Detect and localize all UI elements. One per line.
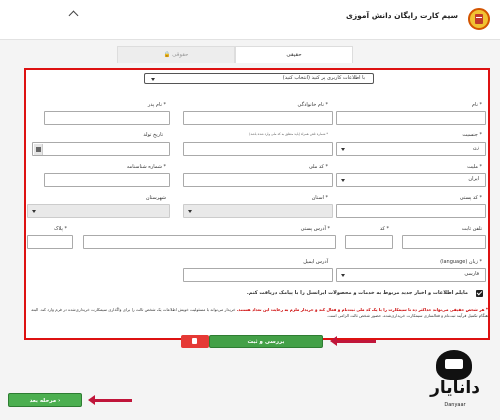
watermark-logo: دانایار Danyaar [416, 350, 494, 412]
next-step-button[interactable]: مرحله بعد › [8, 393, 82, 407]
sms-opt-in-label: مایلم اطلاعات و اخبار جدید مربوط به خدمات و محصولات ایرانسل را با پیامک دریافت کنم. [246, 290, 468, 296]
father-name-input[interactable] [44, 111, 170, 125]
email-label: آدرس ایمیل [303, 259, 328, 265]
person-type-tabs [117, 46, 354, 63]
phone-label: * شماره تلفن همراه (باید متعلق به کد ملی وارد شده باشد) [249, 132, 328, 136]
chevron-down-icon [151, 78, 155, 81]
province-label: * استان [311, 195, 328, 201]
area-code-input[interactable] [345, 235, 393, 249]
pointer-arrow-icon [336, 340, 376, 343]
plaque-label: * پلاک [54, 226, 67, 232]
national-code-input[interactable] [183, 173, 333, 187]
language-select[interactable]: فارسی [336, 268, 486, 282]
gender-select[interactable]: زن [336, 142, 486, 156]
chevron-down-icon [32, 210, 36, 213]
birth-date-label: تاریخ تولد [143, 132, 163, 138]
last-name-input[interactable] [183, 111, 333, 125]
simcard-logo-icon [468, 8, 490, 30]
landline-input[interactable] [402, 235, 486, 249]
area-code-label: * کد [379, 226, 389, 232]
city-label: شهرستان [145, 195, 166, 201]
mobile-phone-input[interactable] [183, 142, 333, 156]
chevron-up-icon[interactable] [69, 11, 79, 21]
first-name-input[interactable] [336, 111, 486, 125]
last-name-label: * نام خانوادگی [297, 102, 328, 108]
province-select[interactable] [183, 204, 333, 218]
sms-opt-in-checkbox[interactable] [476, 290, 483, 297]
postal-address-input[interactable] [83, 235, 336, 249]
delete-button[interactable] [181, 335, 209, 348]
id-number-input[interactable] [44, 173, 170, 187]
chevron-down-icon [341, 179, 345, 182]
pointer-arrow-icon [94, 399, 132, 402]
gender-label: * جنسیت [462, 132, 482, 138]
tab-legal[interactable]: 🔒 حقوقی [117, 46, 235, 63]
landline-label: تلفن ثابت [461, 226, 482, 232]
birth-date-input[interactable] [32, 142, 170, 156]
registration-form [24, 68, 490, 340]
postal-code-input[interactable] [336, 204, 486, 218]
app-header [0, 0, 500, 40]
id-number-label: * شماره شناسنامه [126, 164, 166, 170]
nationality-select[interactable]: ایران [336, 173, 486, 187]
language-label: * زبان (language) [440, 259, 482, 265]
father-name-label: * نام پدر [147, 102, 166, 108]
tab-natural[interactable]: حقیقی [235, 46, 353, 63]
nationality-label: * ملیت [467, 164, 482, 170]
calendar-icon[interactable] [34, 144, 43, 155]
national-code-label: * کد ملی [308, 164, 328, 170]
graduation-cap-icon [436, 350, 472, 380]
plaque-input[interactable] [27, 235, 73, 249]
chevron-down-icon [188, 210, 192, 213]
notice-text: * هر شخص حقیقی می‌تواند حداکثر ده تا سیمکارت را با یک کد ملی ثبت‌نام و فعال کند و خریدار ملزم به رعایت این تعداد هستند. خریدار می‌تواند با مسئولیت خویش اطلاعات یک شخص ثالث را برای واگذاری سیمکارت خریداری‌شده در فرم وارد کند. البته هنگام تکمیل فرآیند ثبت‌نام و فعالسازی سیمکارت خریداری‌شده، حضور شخص ثالث الزامی است. [31, 307, 488, 318]
chevron-down-icon [341, 274, 345, 277]
postal-code-label: * کد پستی [459, 195, 482, 201]
first-name-label: * نام [471, 102, 482, 108]
review-submit-button[interactable]: بررسی و ثبت [209, 335, 323, 348]
city-select[interactable] [27, 204, 170, 218]
address-label: * آدرس پستی [300, 226, 330, 232]
chevron-down-icon [341, 148, 345, 151]
page-title: سیم کارت رایگان دانش آموزی [345, 11, 458, 20]
prefill-select[interactable]: با اطلاعات کاربری پر کنید (انتخاب کنید) [144, 73, 374, 84]
email-input[interactable] [183, 268, 333, 282]
